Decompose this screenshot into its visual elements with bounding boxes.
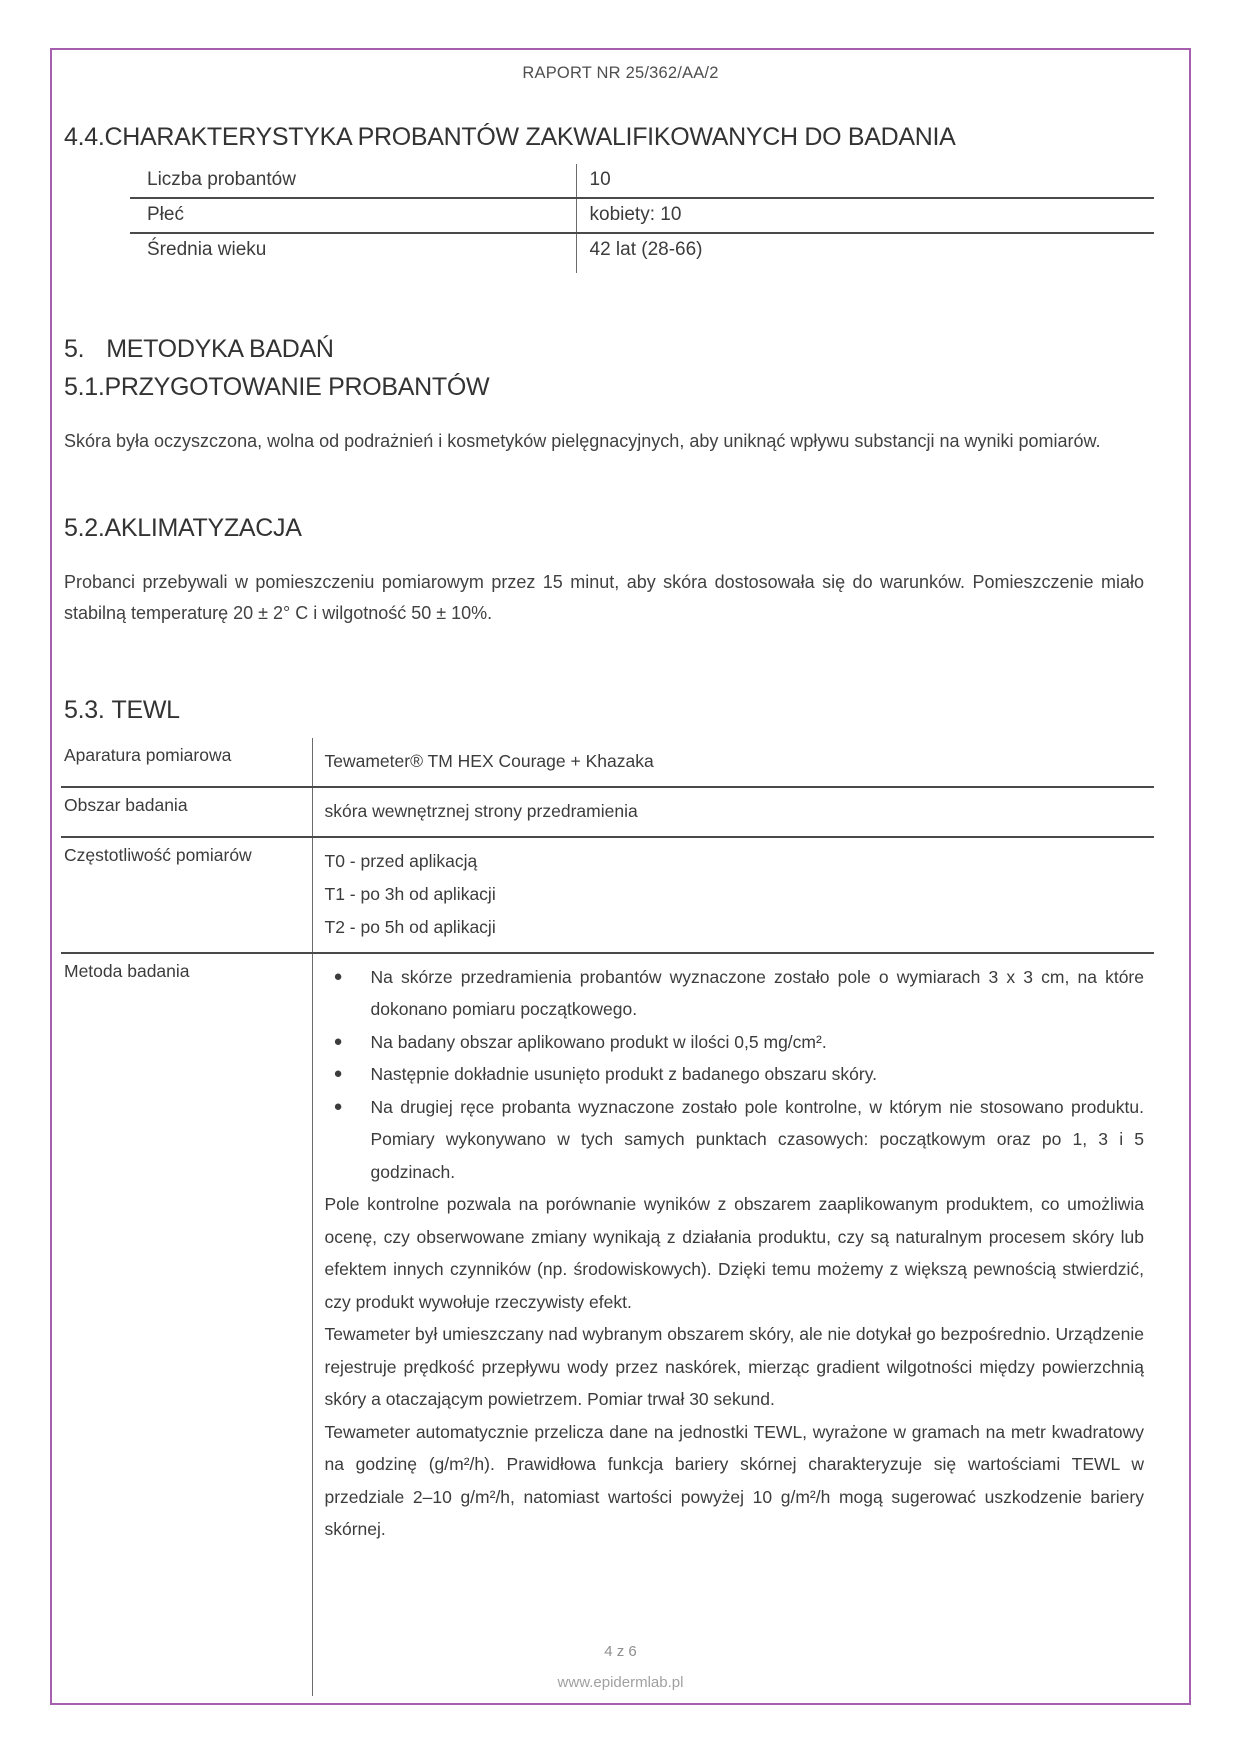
- report-number-header: RAPORT NR 25/362/AA/2: [522, 64, 719, 82]
- row-value: 42 lat (28-66): [576, 233, 1154, 273]
- list-item: [325, 1091, 1145, 1189]
- section-title: AKLIMATYZACJA: [104, 513, 302, 542]
- page-footer: [52, 1643, 1189, 1691]
- section-5-2-heading: [64, 514, 1189, 543]
- bullet-icon: ●: [333, 1065, 343, 1082]
- row-value: 10: [576, 164, 1154, 198]
- table-row: [61, 953, 1154, 1696]
- row-value: [312, 837, 1154, 953]
- section-5-heading: [64, 335, 1189, 364]
- bullet-text: Na skórze przedramienia probantów wyznaczone zostało pole o wymiarach 3 x 3 cm, na które dokonano pomiaru początkowego.: [370, 966, 1144, 1019]
- row-label: Częstotliwość pomiarów: [61, 837, 312, 953]
- row-label: Obszar badania: [61, 787, 312, 837]
- list-item: [325, 1058, 1145, 1091]
- section-number: 5.: [64, 335, 85, 363]
- section-title: TEWL: [111, 695, 180, 724]
- tewl-method-table: [61, 738, 1154, 1696]
- timepoint-line: T0 - przed aplikacją: [324, 850, 478, 871]
- timepoint-line: T1 - po 3h od aplikacji: [324, 883, 496, 904]
- table-row: [130, 198, 1154, 233]
- table-row: [130, 164, 1154, 198]
- list-item: [325, 961, 1145, 1026]
- section-number: 5.1.: [64, 373, 105, 401]
- row-value: kobiety: 10: [576, 198, 1154, 233]
- section-number: 5.3.: [64, 695, 105, 724]
- page-border-frame: [50, 48, 1191, 1705]
- timepoint-line: T2 - po 5h od aplikacji: [324, 916, 496, 937]
- section-5-1-heading: [64, 373, 1189, 402]
- method-bullet-list: [325, 961, 1145, 1189]
- row-value: [312, 953, 1154, 1696]
- row-value: skóra wewnętrznej strony przedramienia: [312, 787, 1154, 837]
- method-paragraph: Tewameter był umieszczany nad wybranym obszarem skóry, ale nie dotykał go bezpośrednio. Urządzenie rejestruje prędkość przepływu wody przez naskórek, mierząc gradient wilgotności między powierzchnią skóry a otaczającym powietrzem. Pomiar trwał 30 sekund.: [324, 1324, 1144, 1409]
- row-label: Aparatura pomiarowa: [64, 744, 232, 765]
- section-4-4-heading: [64, 123, 1189, 152]
- section-title: METODYKA BADAŃ: [106, 335, 334, 363]
- bullet-text: Na badany obszar aplikowano produkt w ilości 0,5 mg/cm².: [370, 1031, 827, 1052]
- row-label: Płeć: [130, 198, 576, 233]
- table-row: [61, 738, 1154, 787]
- bullet-text: Na drugiej ręce probanta wyznaczone zostało pole kontrolne, w którym nie stosowano produktu. Pomiary wykonywano w tych samych punktach czasowych: początkowym oraz po 1, 3 i 5 godzinach.: [370, 1096, 1144, 1182]
- row-label: Średnia wieku: [130, 233, 576, 273]
- section-number: 4.4.: [64, 123, 105, 151]
- section-title: CHARAKTERYSTYKA PROBANTÓW ZAKWALIFIKOWANYCH DO BADANIA: [104, 123, 956, 151]
- table-row: [61, 787, 1154, 837]
- row-value: Tewameter® TM HEX Courage + Khazaka: [312, 738, 1154, 787]
- section-5-2-paragraph: Probanci przebywali w pomieszczeniu pomiarowym przez 15 minut, aby skóra dostosowała się do warunków. Pomieszczenie miało stabilną temperaturę 20 ± 2° C i wilgotność 50 ± 10%.: [64, 571, 1144, 623]
- row-label: Metoda badania: [61, 953, 312, 1696]
- section-5-1-paragraph: Skóra była oczyszczona, wolna od podrażnień i kosmetyków pielęgnacyjnych, aby uniknąć wpływu substancji na wyniki pomiarów.: [64, 431, 1101, 451]
- bullet-icon: ●: [333, 1097, 343, 1115]
- section-number: 5.2.: [64, 513, 105, 542]
- bullet-icon: ●: [333, 967, 343, 985]
- row-label: Liczba probantów: [147, 169, 296, 190]
- method-paragraph: Pole kontrolne pozwala na porównanie wyników z obszarem zaaplikowanym produktem, co umożliwia ocenę, czy obserwowane zmiany wynikają z działania produktu, czy są naturalnym procesem skóry lub efektem innych czynników (np. środowiskowych). Dzięki temu możemy z większą pewnością stwierdzić, czy produkt wywołuje rzeczywisty efekt.: [324, 1194, 1144, 1312]
- bullet-text: Następnie dokładnie usunięto produkt z badanego obszaru skóry.: [370, 1064, 878, 1084]
- bullet-icon: ●: [333, 1032, 343, 1050]
- method-paragraph: Tewameter automatycznie przelicza dane na jednostki TEWL, wyrażone w gramach na metr kwadratowy na godzinę (g/m²/h). Prawidłowa funkcja bariery skórnej charakteryzuje się wartościami TEWL w przedziale 2–10 g/m²/h, natomiast wartości powyżej 10 g/m²/h mogą sugerować uszkodzenie bariery skórnej.: [324, 1421, 1144, 1539]
- section-5-3-heading: [64, 696, 1189, 725]
- table-row: [130, 233, 1154, 273]
- website-url: www.epidermlab.pl: [557, 1674, 684, 1691]
- section-title: PRZYGOTOWANIE PROBANTÓW: [104, 373, 490, 401]
- table-row: [61, 837, 1154, 953]
- participants-table: [130, 164, 1154, 273]
- list-item: [325, 1026, 1145, 1059]
- page-number: 4 z 6: [604, 1643, 637, 1660]
